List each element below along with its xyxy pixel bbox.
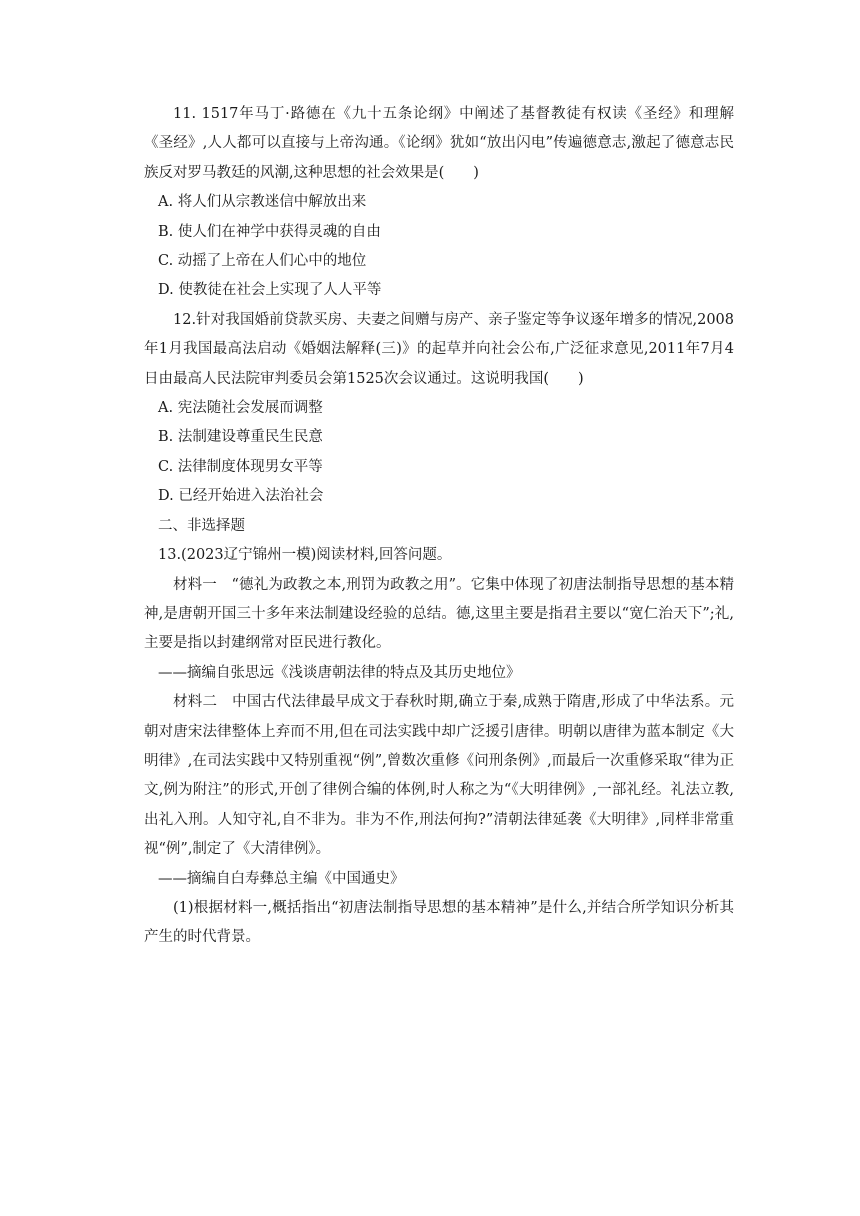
section-title: 二、非选择题 <box>158 517 245 534</box>
question-12-option-a: A. 宪法随社会发展而调整 <box>158 400 323 417</box>
question-12-stem: 12.针对我国婚前贷款买房、夫妻之间赠与房产、亲子鉴定等争议逐年增多的情况,2008年1月我国最高法启动《婚姻法解释(三)》的起草并向社会公布,广泛征求意见,2011年7月4日由最高人民法院审判委员会第1525次会议通过。这说明我国( ) <box>144 311 734 387</box>
material-1: 材料一 “德礼为政教之本,刑罚为政教之用”。它集中体现了初唐法制指导思想的基本精神,是唐朝开国三十多年来法制建设经验的总结。德,这里主要是指君主要以“宽仁治天下”;礼,主要是指以封建纲常对臣民进行教化。 <box>144 576 734 652</box>
question-12-option-d: D. 已经开始进入法治社会 <box>158 488 324 505</box>
question-13-header: 13.(2023辽宁锦州一模)阅读材料,回答问题。 <box>158 547 452 564</box>
question-11-stem: 11. 1517年马丁·路德在《九十五条论纲》中阐述了基督教徒有权读《圣经》和理解《圣经》,人人都可以直接与上帝沟通。《论纲》犹如“放出闪电”传遍德意志,激起了德意志民族反对罗马教廷的风潮,这种思想的社会效果是( ) <box>144 106 734 181</box>
material-2: 材料二 中国古代法律最早成文于春秋时期,确立于秦,成熟于隋唐,形成了中华法系。元朝对唐宋法律整体上弃而不用,但在司法实践中却广泛援引唐律。明朝以唐律为蓝本制定《大明律》,在司法实践中又特别重视“例”,曾数次重修《问刑条例》,而最后一次重修采取“律为正文,例为附注”的形式,开创了律例合编的体例,时人称之为“《大明律例》,一部礼经。礼法立教,出礼入刑。人知守礼,自不非为。非为不作,刑法何拘?”清朝法律延袭《大明律》,同样非常重视“例”,制定了《大清律例》。 <box>144 694 734 858</box>
question-11-option-c: C. 动摇了上帝在人们心中的地位 <box>158 253 367 270</box>
page-content <box>144 100 734 953</box>
question-11-option-b: B. 使人们在神学中获得灵魂的自由 <box>158 223 381 240</box>
material-1-source: ——摘编自张思远《浅谈唐朝法律的特点及其历史地位》 <box>158 664 521 681</box>
question-13-sub-1: (1)根据材料一,概括指出“初唐法制指导思想的基本精神”是什么,并结合所学知识分析其产生的时代背景。 <box>144 899 734 946</box>
question-12-option-b: B. 法制建设尊重民生民意 <box>158 429 323 446</box>
question-12-option-c: C. 法律制度体现男女平等 <box>158 458 323 475</box>
question-11-option-d: D. 使教徒在社会上实现了人人平等 <box>158 282 382 299</box>
question-11-option-a: A. 将人们从宗教迷信中解放出来 <box>158 194 367 211</box>
material-2-source: ——摘编自白寿彝总主编《中国通史》 <box>158 870 405 887</box>
